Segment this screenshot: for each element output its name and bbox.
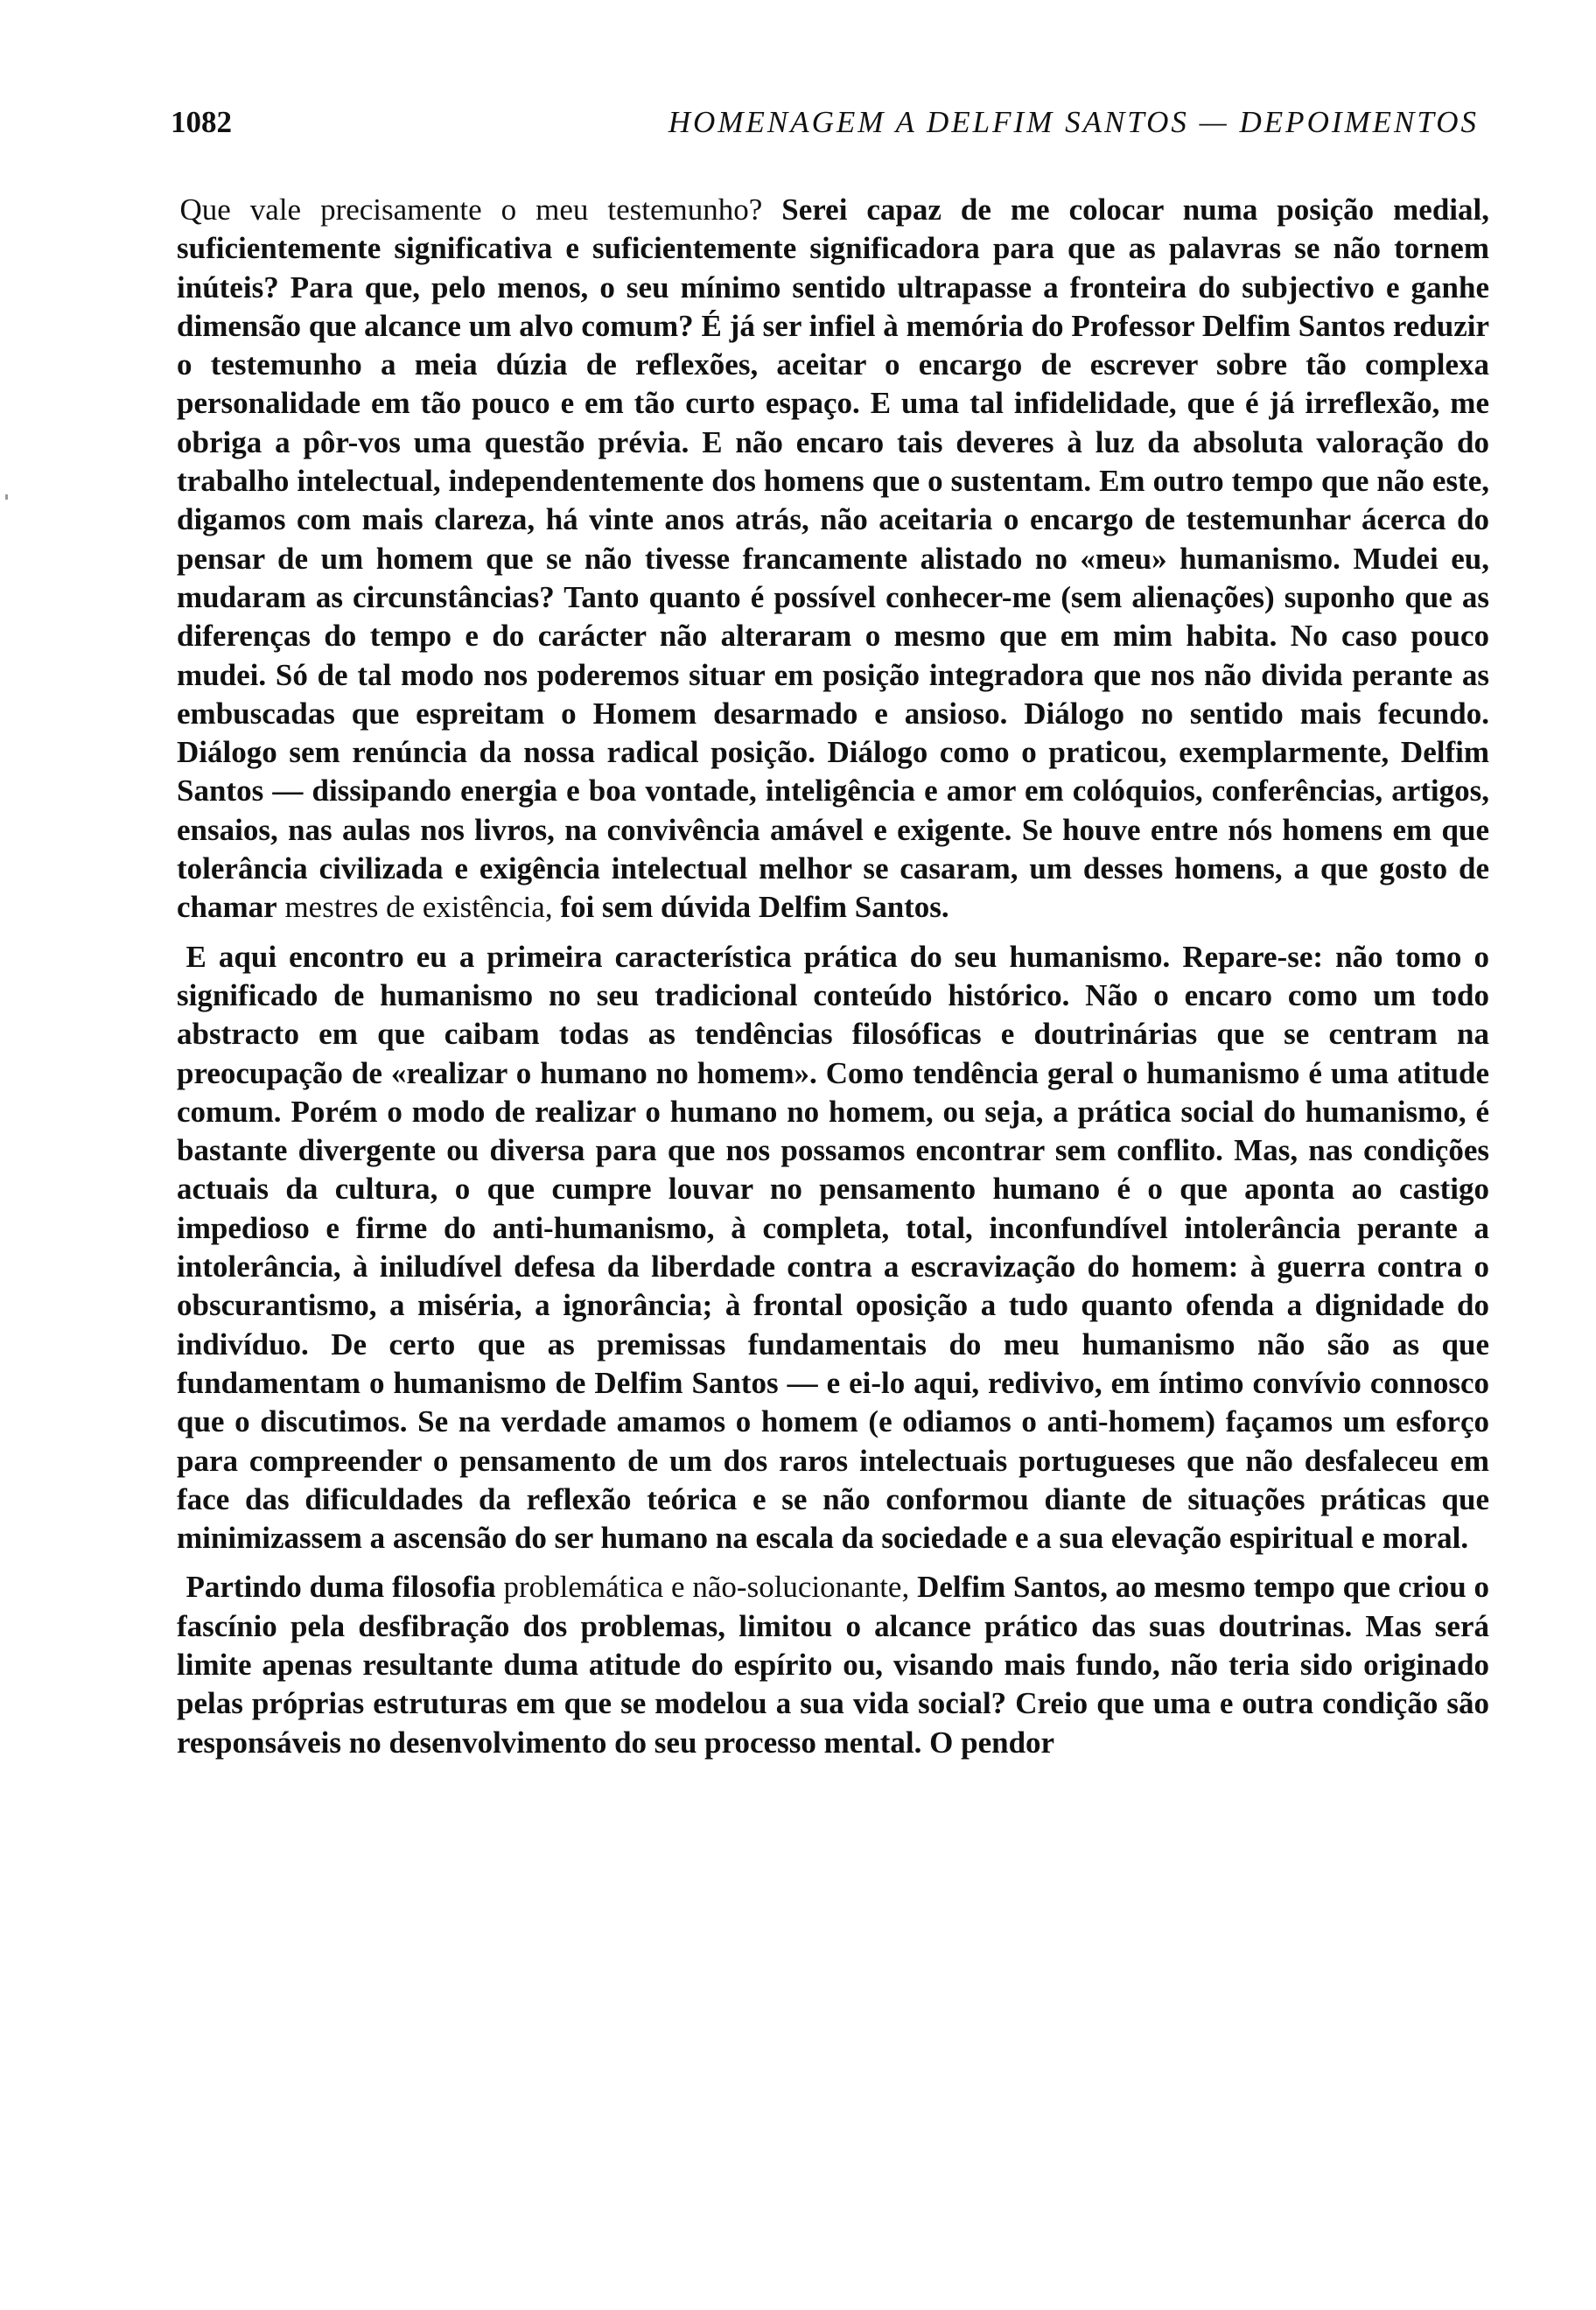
- text-run: Que vale precisamente o meu testemunho?: [179, 192, 763, 227]
- text-run: Partindo duma filosofia: [186, 1570, 496, 1605]
- text-run: problemática e não-solucionante,: [503, 1570, 910, 1605]
- paragraph: [177, 938, 1489, 1558]
- paragraph: [177, 191, 1489, 928]
- text-run: mestres de existência,: [284, 890, 553, 925]
- text-run: Serei capaz de me colocar numa posição medial, suficientemente significativa e suficientemente significadora para que as palavras se não tornem inúteis? Para que, pelo menos, o seu mínimo sentido ultrapasse a fronteira do subjectivo e ganhe dimensão que alcance um alvo comum? É já ser infiel à memória do Professor Delfim Santos reduzir o testemunho a meia dúzia de reflexões, aceitar o encargo de escrever sobre tão complexa personalidade em tão pouco e em tão curto espaço. E uma tal infidelidade, que é já irreflexão, me obriga a pôr-vos uma questão prévia. E não encaro tais deveres à luz da absoluta valoração do trabalho intelectual, independentemente dos homens que o sustentam. Em outro tempo que não este, digamos com mais clareza, há vinte anos atrás, não aceitaria o encargo de testemunhar ácerca do pensar de um homem que se não tivesse francamente alistado no «meu» humanismo. Mudei eu, mudaram as circunstâncias? Tanto quanto é possível conhecer-me (sem alienações) suponho que as diferenças do tempo e do carácter não alteraram o mesmo que em mim habita. No caso pouco mudei. Só de tal modo nos poderemos situar em posição integradora que nos não divida perante as embuscadas que espreitam o Homem desarmado e ansioso. Diálogo no sentido mais fecundo. Diálogo sem renúncia da nossa radical posição. Diálogo como o praticou, exemplarmente, Delfim Santos — dissipando energia e boa vontade, inteligência e amor em colóquios, conferências, artigos, ensaios, nas aulas nos livros, na convivência amável e exigente. Se houve entre nós homens em que tolerância civilizada e exigência intelectual melhor se casaram, um desses homens, a que gosto de chamar: [177, 192, 1489, 925]
- body-text: [177, 191, 1489, 1773]
- scan-mark: [5, 494, 8, 500]
- paragraph: [177, 1568, 1489, 1761]
- text-run: Delfim Santos, ao mesmo tempo que criou o fascínio pela desfibração dos problemas, limitou o alcance prático das suas doutrinas. Mas será limite apenas resultante duma atitude do espírito ou, visando mais fundo, não teria sido originado pelas próprias estruturas em que se modelou a sua vida social? Creio que uma e outra condição são responsáveis no desenvolvimento do seu processo mental. O pendor: [177, 1570, 1490, 1760]
- text-run: foi sem dúvida Delfim Santos.: [560, 890, 949, 925]
- running-title: HOMENAGEM A DELFIM SANTOS — DEPOIMENTOS: [668, 105, 1479, 139]
- page-number: 1082: [171, 105, 232, 139]
- text-run: E aqui encontro eu a primeira característica prática do seu humanismo. Repare-se: não tomo o significado de humanismo no seu tradicional conteúdo histórico. Não o encaro como um todo abstracto em que caibam todas as tendências filosóficas e doutrinárias que se centram na preocupação de «realizar o humano no homem». Como tendência geral o humanismo é uma atitude comum. Porém o modo de realizar o humano no homem, ou seja, a prática social do humanismo, é bastante divergente ou diversa para que nos possamos encontrar sem conflito. Mas, nas condições actuais da cultura, o que cumpre louvar no pensamento humano é o que aponta ao castigo impedioso e firme do anti-humanismo, à completa, total, inconfundível intolerância perante a intolerância, à iniludível defesa da liberdade contra a escravização do homem: à guerra contra o obscurantismo, a miséria, a ignorância; à frontal oposição a tudo quanto ofenda a dignidade do indivíduo. De certo que as premissas fundamentais do meu humanismo não são as que fundamentam o humanismo de Delfim Santos — e ei-lo aqui, redivivo, em íntimo convívio connosco que o discutimos. Se na verdade amamos o homem (e odiamos o anti-homem) façamos um esforço para compreender o pensamento de um dos raros intelectuais portugueses que não desfaleceu em face das dificuldades da reflexão teórica e se não conformou diante de situações práticas que minimizassem a ascensão do ser humano na escala da sociedade e a sua elevação espiritual e moral.: [177, 939, 1489, 1556]
